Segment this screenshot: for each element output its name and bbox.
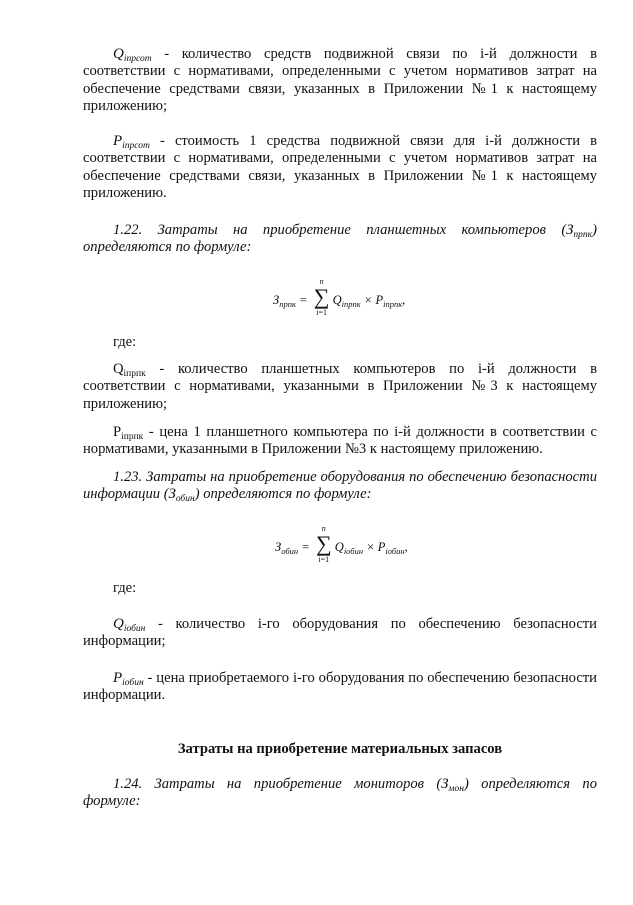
- section-1-23: 1.23. Затраты на приобретение оборудования по обеспечению безопасности информации $(З_{обин})$ определяются по формуле:: [83, 469, 597, 505]
- sum-symbol: n ∑ i=1: [313, 277, 330, 317]
- symbol-q: $Q_{iпрсот}$: [113, 46, 152, 64]
- paragraph-p-iprsot: $P_{iпрсот}$ - стоимость 1 средства подвижной связи для i-й должности в соответствии с нормативами, определенными с учетом нормативов затрат на обеспечение средствами связи, указанных в Приложении №1 к настоящему приложению.: [83, 133, 597, 201]
- paragraph-p-iobin: $P_{iобин}$ - цена приобретаемого i-го оборудования по обеспечению безопасности информации.: [83, 670, 597, 704]
- paragraph-q-iprpk: $Q_{iпрпк}$ - количество планшетных компьютеров по i-й должности в соответствии с нормативами, указанными в Приложении №3 к настоящему приложению;: [83, 361, 597, 412]
- where-label-1: где:: [113, 334, 137, 350]
- section-1-22: 1.22. Затраты на приобретение планшетных компьютеров $(З_{прпк})$ определяются по формуле:: [83, 222, 597, 256]
- paragraph-q-iobin: $Q_{iобин}$ - количество i-го оборудования по обеспечению безопасности информации;: [83, 616, 597, 650]
- paragraph-p-iprpk: $P_{iпрпк}$ - цена 1 планшетного компьютера по i-й должности в соответствии с нормативами, указанными в Приложении №3 к настоящему приложению.: [83, 424, 597, 458]
- section-1-24: 1.24. Затраты на приобретение мониторов $(З_{мон})$ определяются по формуле:: [83, 776, 597, 810]
- symbol-p: $P_{iпрсот}$: [113, 133, 150, 151]
- formula-security-equipment: $З_{обин}$ = n ∑ i=1 $Q_{iобин} \times P_{iобин}$,: [275, 524, 408, 564]
- symbol-p: $P_{iобин}$: [113, 670, 144, 688]
- sum-symbol: n ∑ i=1: [315, 524, 332, 564]
- where-label-2: где:: [113, 580, 137, 596]
- formula-tablets: $З_{прпк}$ = n ∑ i=1 $Q_{iпрпк} \times P_{iпрпк}$,: [273, 277, 406, 317]
- section-heading: Затраты на приобретение материальных запасов: [177, 741, 503, 757]
- paragraph-q-iprsot: $Q_{iпрсот}$ - количество средств подвижной связи по i-й должности в соответствии с нормативами, определенными с учетом нормативов затрат на обеспечение средствами связи, указанных в Приложении №1 к настоящему приложению;: [83, 46, 597, 114]
- symbol-q: $Q_{iобин}$: [113, 616, 146, 634]
